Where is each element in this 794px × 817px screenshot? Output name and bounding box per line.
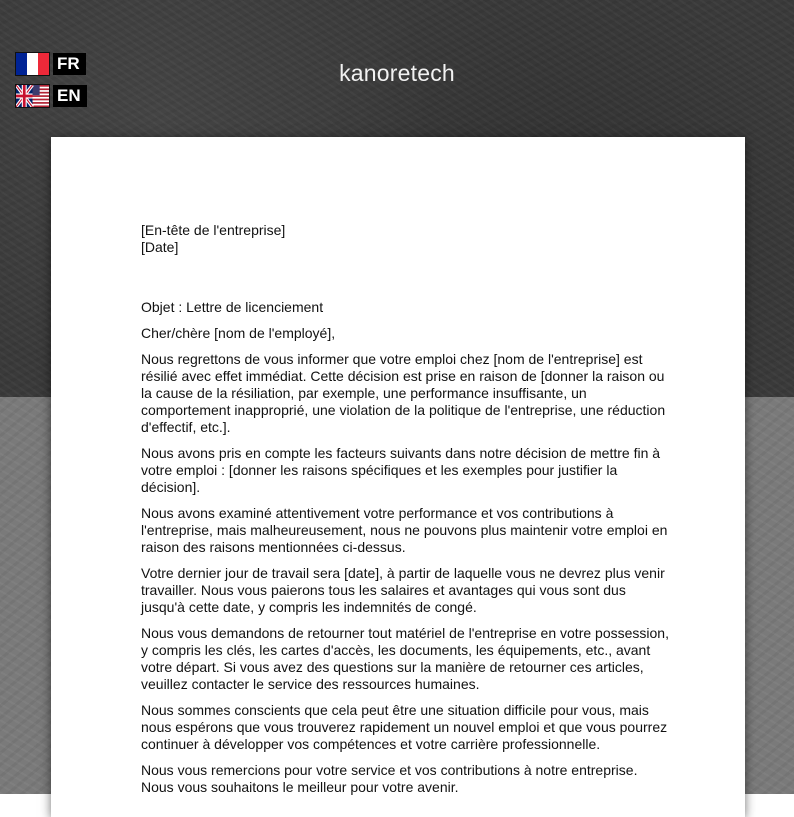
letter-date: [Date] (141, 239, 179, 255)
letter-greeting: Cher/chère [nom de l'employé], (141, 325, 336, 341)
language-option-en[interactable] (16, 85, 87, 107)
company-header: [En-tête de l'entreprise] (141, 222, 286, 238)
letter-page (51, 137, 745, 817)
letter-subject: Objet : Lettre de licenciement (141, 299, 324, 315)
letter-paragraph: Nous regrettons de vous informer que votre emploi chez [nom de l'entreprise] est résilié avec effet immédiat. Cette décision est prise en raison de [donner la raison ou la cause de la résiliation, par exemple, une performance insuffisante, un comportement inapproprié, une violation de la politique de l'entreprise, une réduction d'effectif, etc.]. (141, 351, 666, 435)
letter-paragraph: Nous vous demandons de retourner tout matériel de l'entreprise en votre possession, y compris les clés, les cartes d'accès, les documents, les équipements, etc., avant votre départ. Si vous avez des questions sur la manière de retourner ces articles, veuillez contacter le service des ressources humaines. (141, 625, 669, 692)
letter-paragraph: Nous sommes conscients que cela peut être une situation difficile pour vous, mais nous espérons que vous trouverez rapidement un nouvel emploi et que vous pourrez continuer à développer vos compétences et votre carrière professionnelle. (141, 702, 668, 752)
letter-body (141, 222, 671, 796)
letter-paragraph: Nous avons examiné attentivement votre performance et vos contributions à l'entreprise, mais malheureusement, nous ne pouvons plus maintenir votre emploi en raison des raisons mentionnées ci-dessus. (141, 505, 668, 555)
language-label-fr: FR (53, 53, 86, 75)
brand-name: kanoretech (339, 60, 455, 86)
letter-paragraph: Nous vous remercions pour votre service et vos contributions à notre entreprise. Nous vous souhaitons le meilleur pour votre avenir. (141, 762, 638, 795)
letter-paragraph: Votre dernier jour de travail sera [date], à partir de laquelle vous ne devrez plus venir travailler. Nous vous paierons tous les salaires et avantages qui vous sont dus jusqu'à cette date, y compris les indemnités de congé. (141, 565, 665, 615)
language-label-en: EN (53, 85, 87, 107)
uk-us-flag-icon (16, 85, 49, 107)
letter-paragraph: Nous avons pris en compte les facteurs suivants dans notre décision de mettre fin à votre emploi : [donner les raisons spécifiques et les exemples pour justifier la décision]. (141, 445, 661, 495)
